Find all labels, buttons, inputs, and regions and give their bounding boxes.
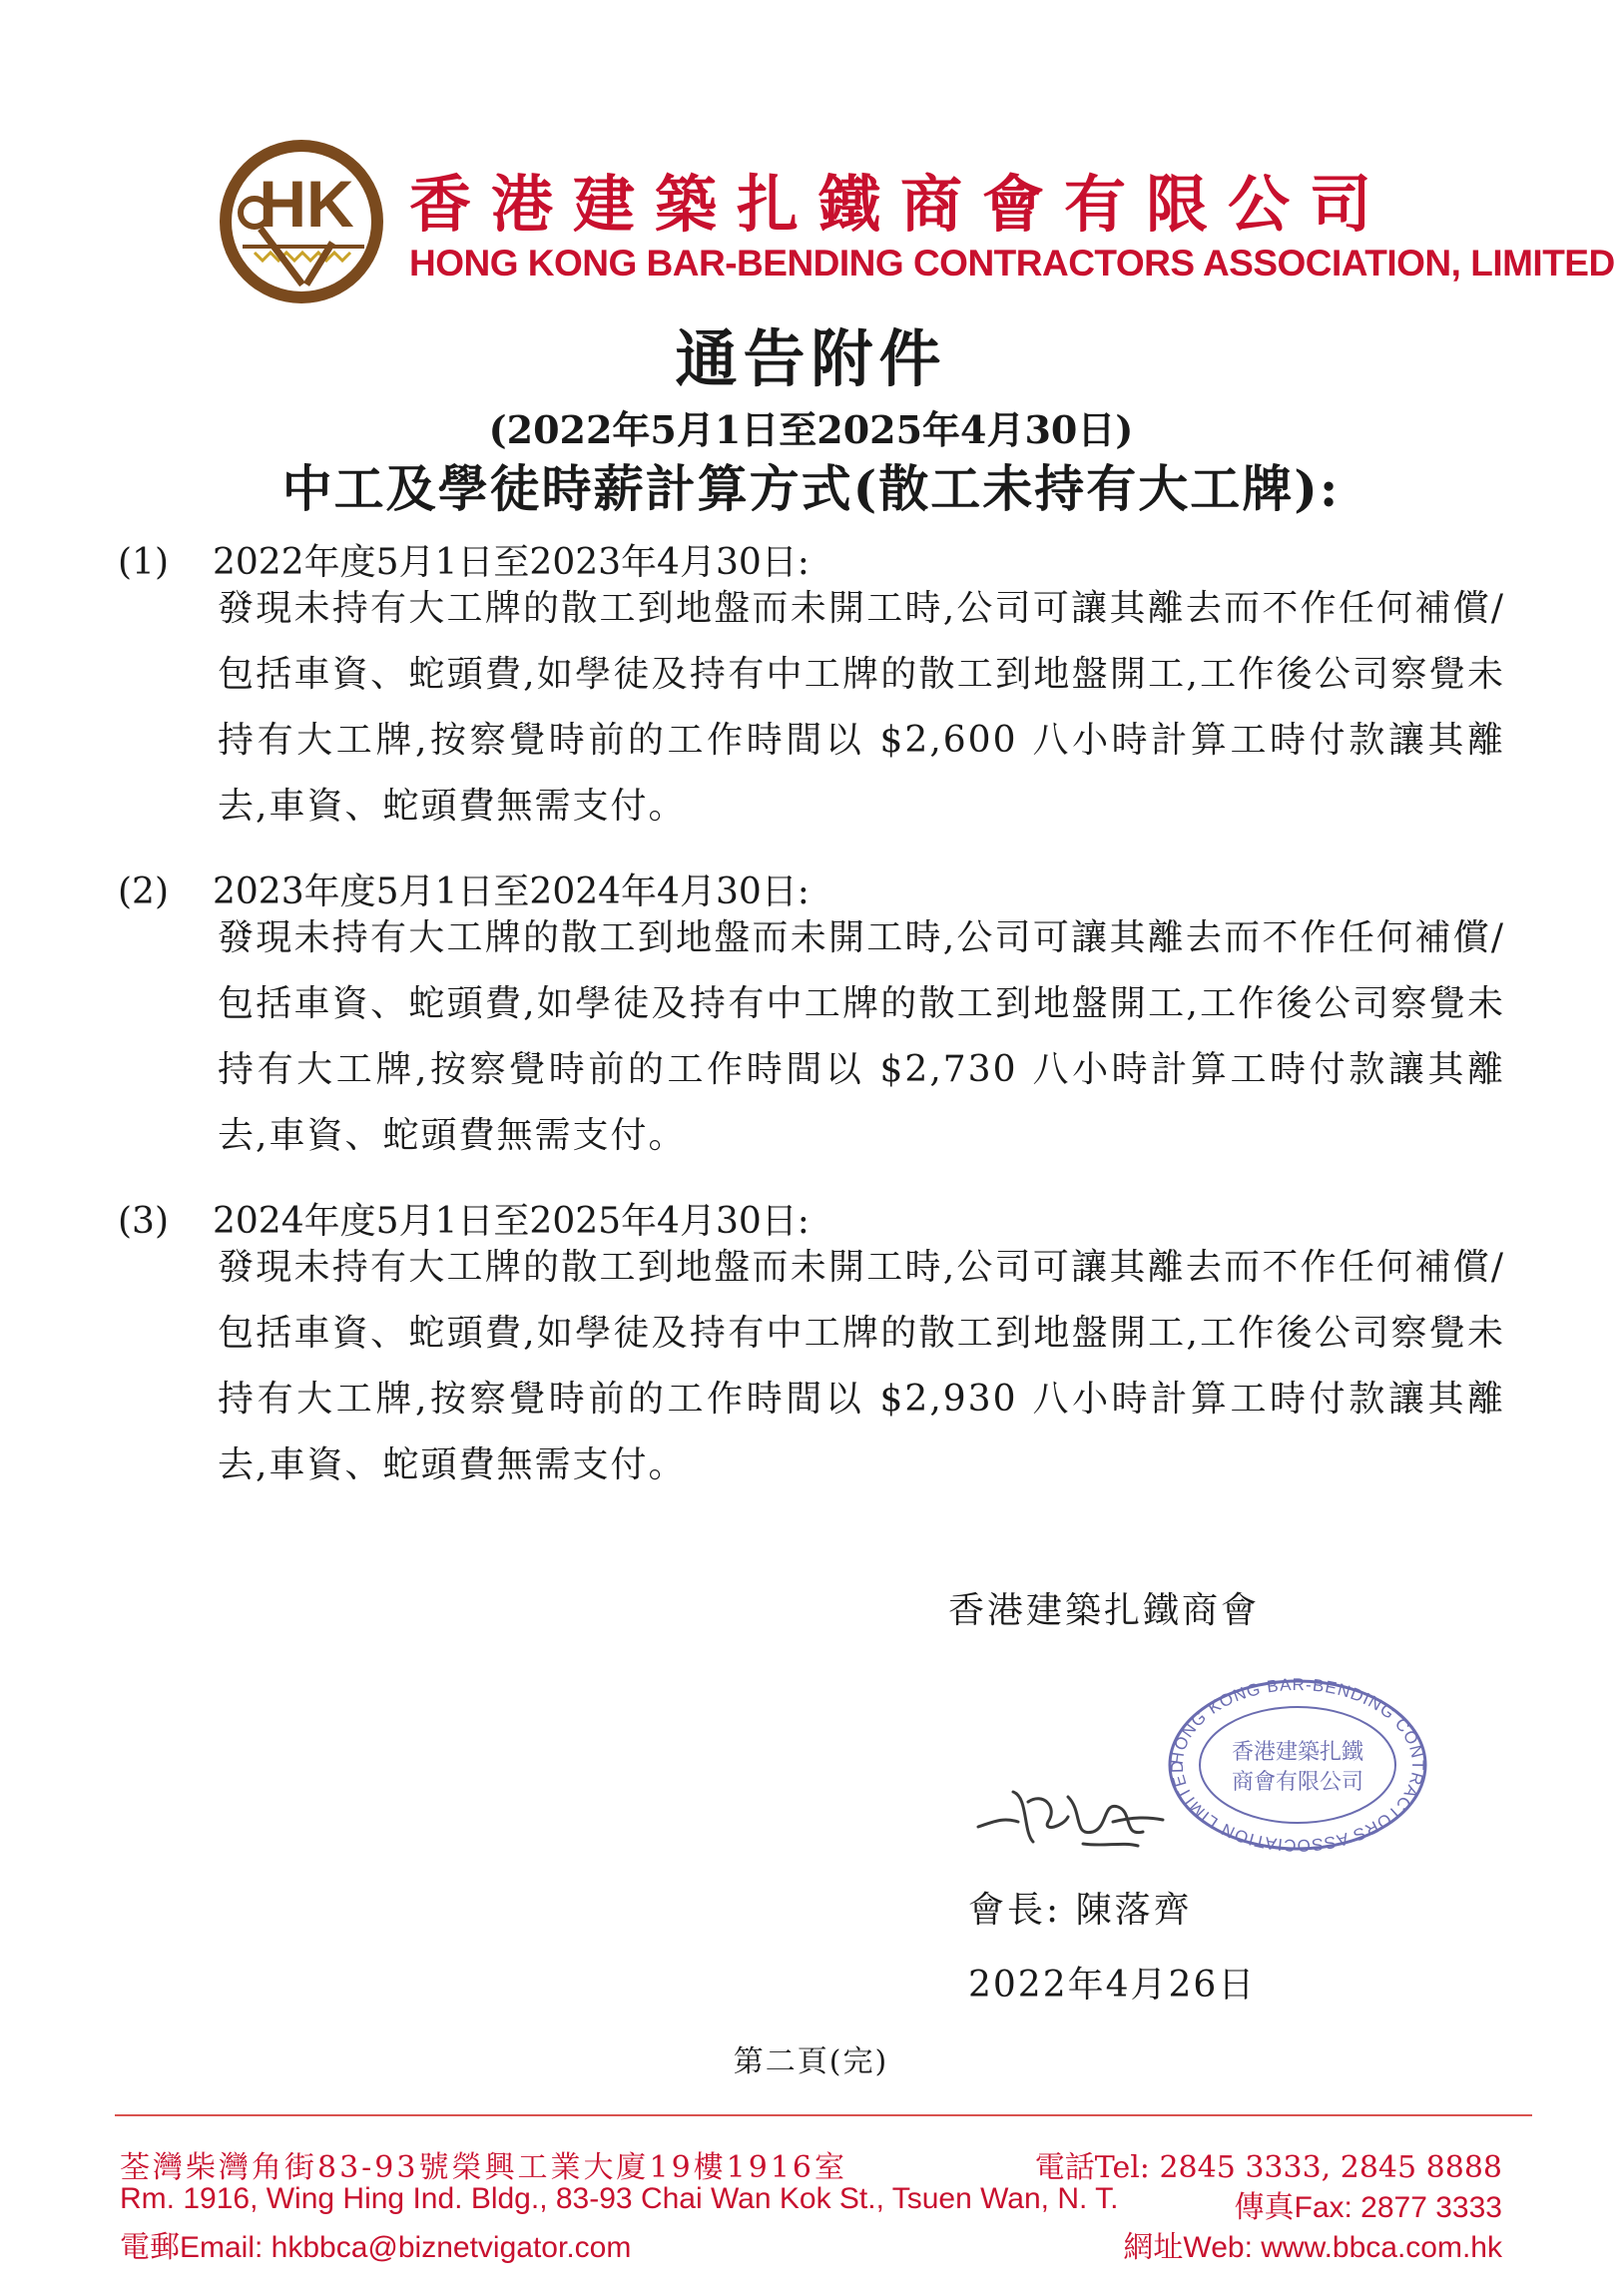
item-2-number: (2) (118, 871, 169, 912)
org-name-chinese: 香港建築扎鐵商會有限公司 (409, 168, 1392, 241)
letterhead (215, 135, 1615, 304)
notice-title: 通告附件 (675, 322, 947, 395)
signing-organization: 香港建築扎鐵商會 (948, 1590, 1261, 1631)
item-3-number: (3) (118, 1201, 169, 1242)
notice-date-range: (2022年5月1日至2025年4月30日) (488, 407, 1134, 452)
footer-telephone: 電話Tel: 2845 3333, 2845 8888 (1034, 2150, 1502, 2185)
item-1-number: (1) (118, 542, 169, 583)
association-logo-icon (215, 135, 389, 309)
footer-email[interactable]: 電郵Email: hkbbca@biznetvigator.com (120, 2231, 632, 2264)
signing-date: 2022年4月26日 (968, 1965, 1257, 2006)
item-3-body: 發現未持有大工牌的散工到地盤而未開工時,公司可讓其離去而不作任何補償/包括車資、蛇頭費,如學徒及持有中工牌的散工到地盤開工,工作後公司察覺未持有大工牌,按察覺時前的工作時間以 $2,930 八小時計算工時付款讓其離去,車資、蛇頭費無需支付。 (218, 1247, 1505, 1485)
stamp-ring-text: HONG KONG BAR-BENDING CONTRACTORS ASSOCIATION LIMITED (1167, 1677, 1428, 1852)
footer-website[interactable]: 網址Web: www.bbca.com.hk (1123, 2231, 1502, 2264)
item-2-body: 發現未持有大工牌的散工到地盤而未開工時,公司可讓其離去而不作任何補償/包括車資、蛇頭費,如學徒及持有中工牌的散工到地盤開工,工作後公司察覺未持有大工牌,按察覺時前的工作時間以 $2,730 八小時計算工時付款讓其離去,車資、蛇頭費無需支付。 (218, 917, 1505, 1156)
footer-fax: 傳真Fax: 2877 3333 (1234, 2191, 1502, 2224)
footer-address-english: Rm. 1916, Wing Hing Ind. Bldg., 83-93 Chai Wan Kok St., Tsuen Wan, N. T. (120, 2182, 1119, 2215)
company-seal-stamp (1163, 1677, 1432, 1852)
logo-letters: HK (259, 167, 354, 241)
stamp-line-1: 香港建築扎鐵 (1231, 1740, 1364, 1765)
item-1-body: 發現未持有大工牌的散工到地盤而未開工時,公司可讓其離去而不作任何補償/包括車資、蛇頭費,如學徒及持有中工牌的散工到地盤開工,工作後公司察覺未持有大工牌,按察覺時前的工作時間以 $2,600 八小時計算工時付款讓其離去,車資、蛇頭費無需支付。 (218, 588, 1505, 827)
chairman-name: 會長: 陳落齊 (968, 1890, 1193, 1931)
notice-subtitle: 中工及學徒時薪計算方式(散工未持有大工牌): (281, 459, 1341, 518)
org-name-english: HONG KONG BAR-BENDING CONTRACTORS ASSOCIATION, LIMITED (409, 243, 1615, 284)
footer-divider (115, 2114, 1532, 2116)
footer-address-chinese: 荃灣柴灣角街83-93號榮興工業大廈19樓1916室 (120, 2150, 848, 2185)
stamp-line-2: 商會有限公司 (1231, 1770, 1364, 1795)
item-3-period: 2024年度5月1日至2025年4月30日: (213, 1201, 810, 1242)
item-1-period: 2022年度5月1日至2023年4月30日: (213, 542, 810, 583)
page-number: 第二頁(完) (733, 2044, 889, 2079)
item-2-period: 2023年度5月1日至2024年4月30日: (213, 871, 810, 912)
handwritten-signature (973, 1772, 1173, 1857)
